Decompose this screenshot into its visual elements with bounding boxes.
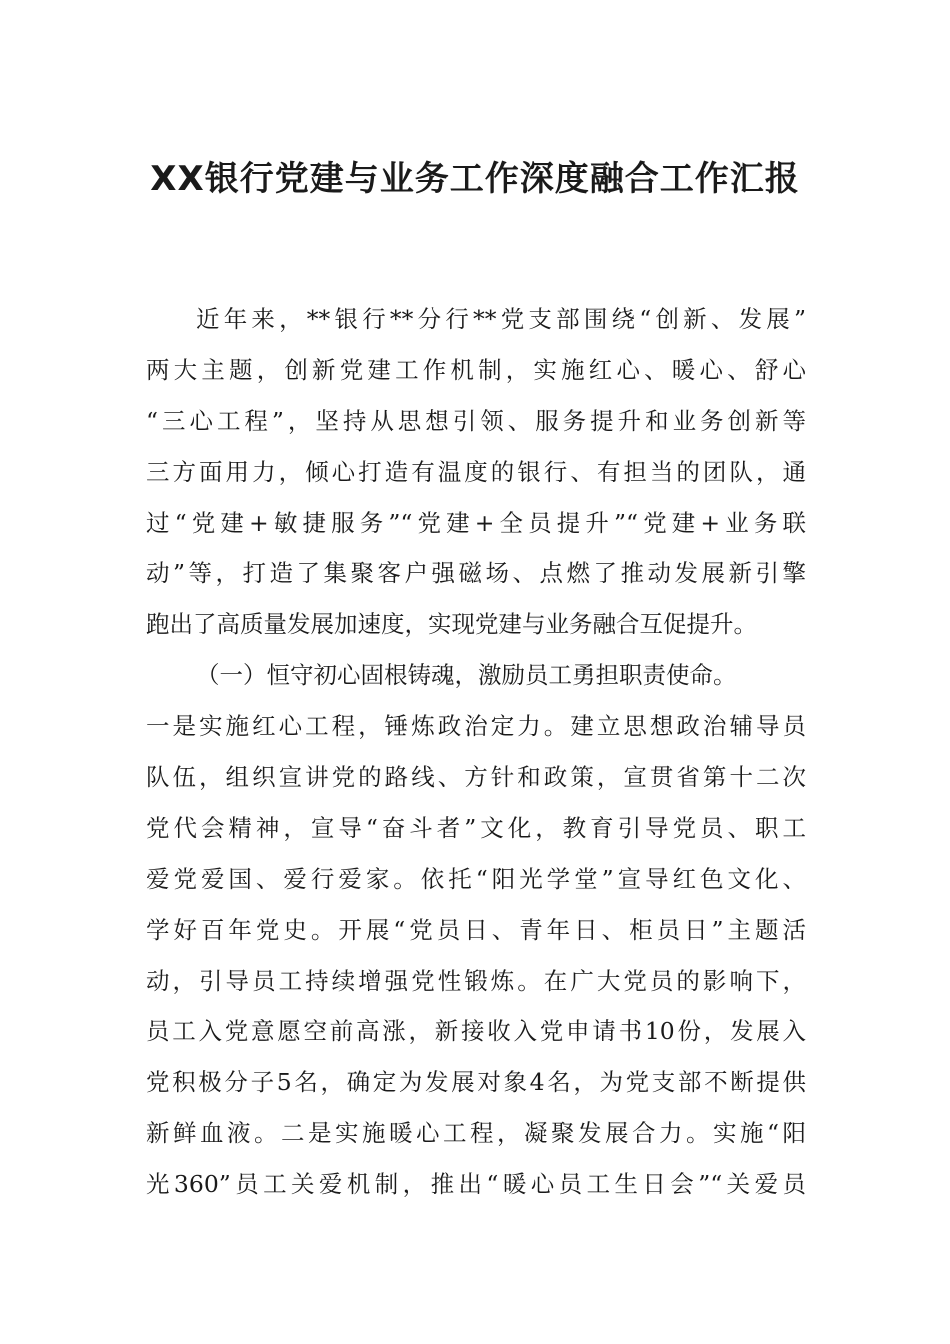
document-title: XX银行党建与业务工作深度融合工作汇报 [150, 159, 800, 199]
body-line: “三心工程”，坚持从思想引领、服务提升和业务创新等 [146, 406, 806, 435]
body-line: 队伍，组织宣讲党的路线、方针和政策，宣贯省第十二次 [146, 763, 806, 792]
section-heading: （一）恒守初心固根铸魂，激励员工勇担职责使命。 [196, 661, 737, 690]
body-line: 过“党建+敏捷服务”“党建+全员提升”“党建+业务联 [146, 508, 806, 537]
body-line: 近年来，**银行**分行**党支部围绕“创新、发展” [196, 305, 806, 333]
body-line: 员工入党意愿空前高涨，新接收入党申请书10份，发展入 [146, 1017, 806, 1046]
body-line: 光360”员工关爱机制，推出“暖心员工生日会”“关爱员 [146, 1170, 806, 1199]
body-line: 一是实施红心工程，锤炼政治定力。建立思想政治辅导员 [146, 712, 806, 741]
document-body [146, 294, 806, 1210]
body-line: 三方面用力，倾心打造有温度的银行、有担当的团队，通 [146, 457, 806, 486]
body-line: 党积极分子5名，确定为发展对象4名，为党支部不断提供 [146, 1068, 806, 1097]
body-line: 动”等，打造了集聚客户强磁场、点燃了推动发展新引擎 [146, 559, 806, 588]
body-line: 学好百年党史。开展“党员日、青年日、柜员日”主题活 [146, 915, 806, 944]
body-line: 爱党爱国、爱行爱家。依托“阳光学堂”宣导红色文化、 [146, 864, 806, 893]
body-line: 新鲜血液。二是实施暖心工程，凝聚发展合力。实施“阳 [146, 1119, 806, 1148]
body-line: 动，引导员工持续增强党性锻炼。在广大党员的影响下， [146, 966, 806, 995]
body-line: 跑出了高质量发展加速度，实现党建与业务融合互促提升。 [146, 610, 757, 639]
body-line: 两大主题，创新党建工作机制，实施红心、暖心、舒心 [146, 355, 806, 384]
body-line: 党代会精神，宣导“奋斗者”文化，教育引导党员、职工 [146, 813, 806, 842]
